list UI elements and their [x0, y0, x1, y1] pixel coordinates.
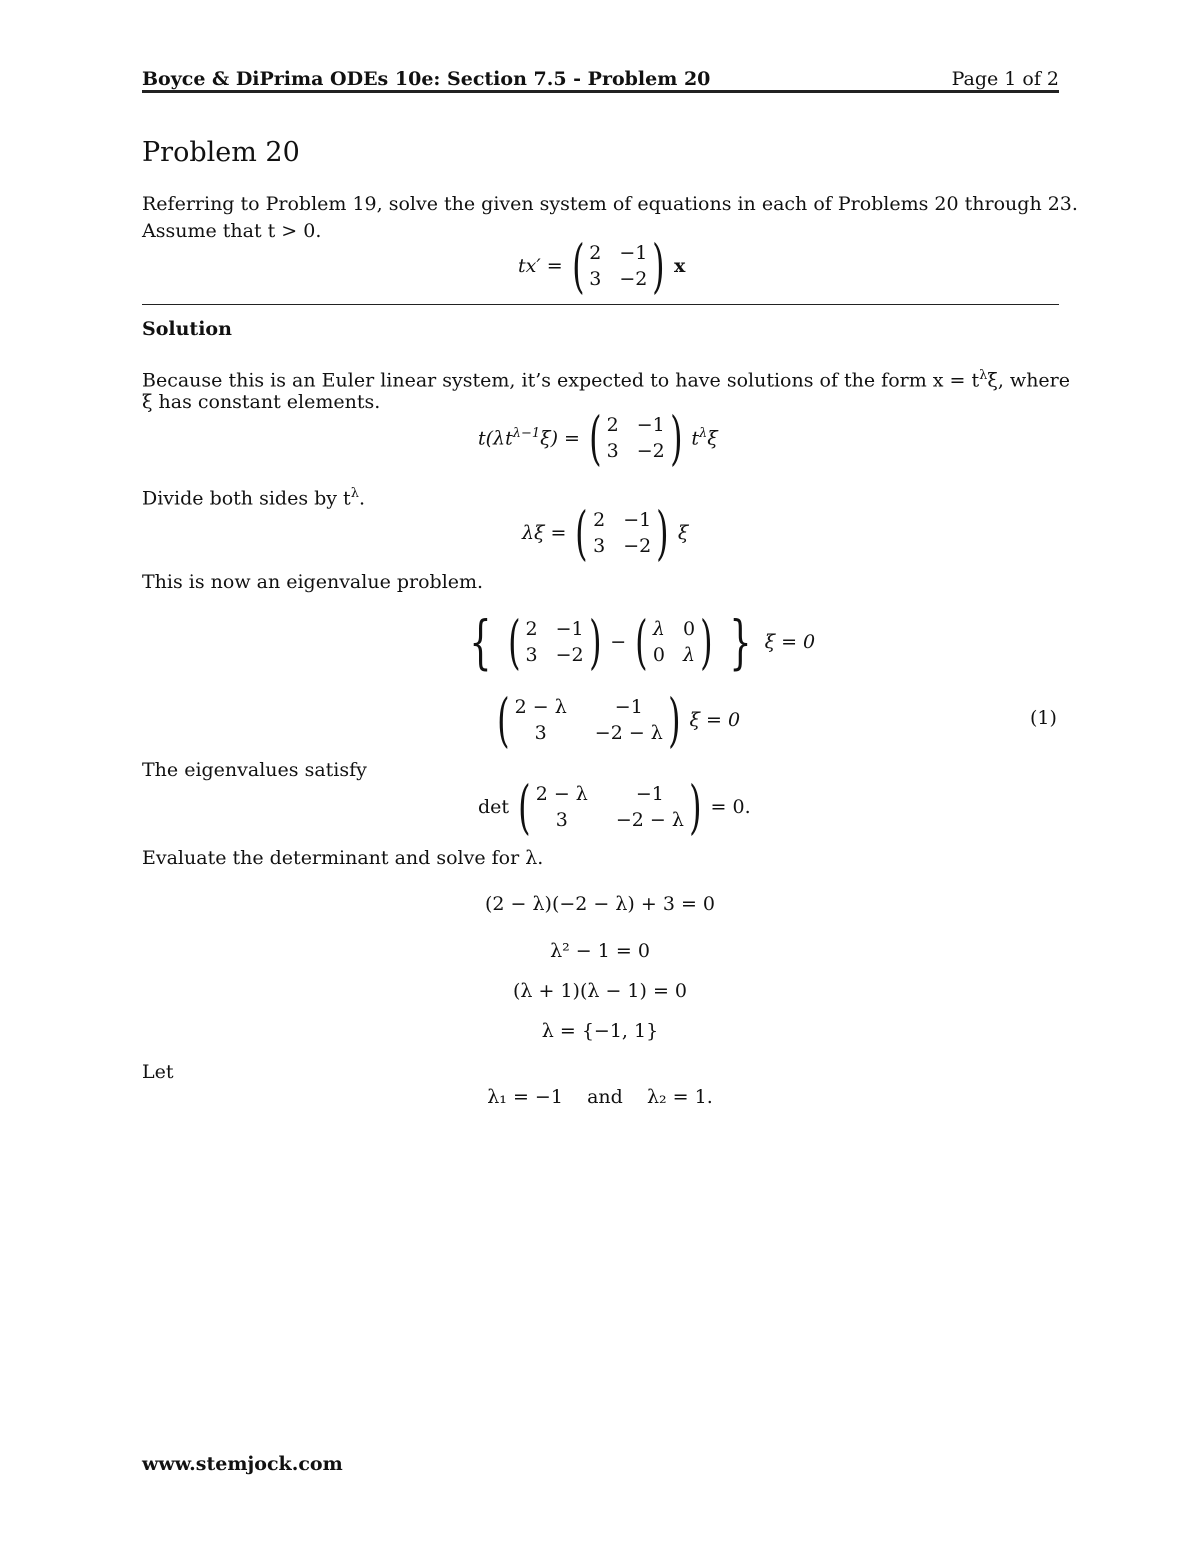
matrix-lambda-identity: ( λ 0 0 λ ) — [635, 608, 713, 676]
matrix-shifted: ( 2 − λ −1 3 −2 − λ ) — [518, 773, 702, 841]
problem-title: Problem 20 — [142, 137, 300, 168]
solution-heading: Solution — [142, 318, 232, 340]
matrix-a: ( 2 −1 3 −2 ) — [571, 232, 665, 300]
matrix-shifted: ( 2 − λ −1 3 −2 − λ ) — [497, 686, 681, 754]
eigenvalues-satisfy-text: The eigenvalues satisfy — [142, 759, 367, 781]
section-divider — [142, 304, 1059, 305]
determinant-equation: det ( 2 − λ −1 3 −2 − λ ) = 0. — [478, 773, 751, 841]
footer-url: www.stemjock.com — [142, 1453, 343, 1475]
shifted-system-equation: ( 2 − λ −1 3 −2 − λ ) ξ = 0 — [488, 690, 740, 750]
characteristic-step3: (λ + 1)(λ − 1) = 0 — [513, 980, 687, 1002]
let-text: Let — [142, 1061, 174, 1083]
matrix-a: ( 2 −1 3 −2 ) — [589, 404, 683, 472]
eigenvalue-assignment: λ₁ = −1 and λ₂ = 1. — [487, 1086, 713, 1108]
evaluate-text: Evaluate the determinant and solve for λ. — [142, 847, 544, 869]
characteristic-step2: λ² − 1 = 0 — [550, 940, 650, 962]
substitution-equation: $t(\lambda t^{\lambda-1}\xi)$ = ( 2 −1 3 −2 ) $t^\lambda\xi$ — [478, 404, 718, 472]
problem-text-line2: Assume that t > 0. — [142, 220, 322, 242]
divide-text: Divide both sides by $t^\lambda$. — [142, 486, 365, 510]
equation-number: (1) — [1030, 707, 1057, 729]
eigen-system-equation: { ( 2 −1 3 −2 ) − ( λ 0 0 λ ) } ξ = 0 — [469, 608, 816, 676]
matrix-a: ( 2 −1 3 −2 ) — [508, 608, 602, 676]
problem-text-line1: Referring to Problem 19, solve the given system of equations in each of Problems 20 through 23. — [142, 193, 1078, 215]
eigen-problem-text: This is now an eigenvalue problem. — [142, 571, 484, 593]
solution-para1-line1: Because this is an Euler linear system, it’s expected to have solutions of the form $x = t^\lambda\xi$, where — [142, 368, 1071, 392]
page-header — [142, 68, 1059, 93]
matrix-a: ( 2 −1 3 −2 ) — [575, 499, 669, 567]
eigen-equation: λξ = ( 2 −1 3 −2 ) ξ — [522, 499, 689, 567]
header-title: Boyce & DiPrima ODEs 10e: Section 7.5 - Problem 20 — [142, 68, 711, 90]
page-number: Page 1 of 2 — [951, 68, 1059, 90]
eigenvalue-set: λ = {−1, 1} — [541, 1020, 659, 1042]
characteristic-step1: (2 − λ)(−2 − λ) + 3 = 0 — [484, 893, 715, 915]
problem-equation: tx′ = ( 2 −1 3 −2 ) x — [518, 232, 686, 300]
solution-para1-line2: ξ has constant elements. — [142, 391, 381, 413]
